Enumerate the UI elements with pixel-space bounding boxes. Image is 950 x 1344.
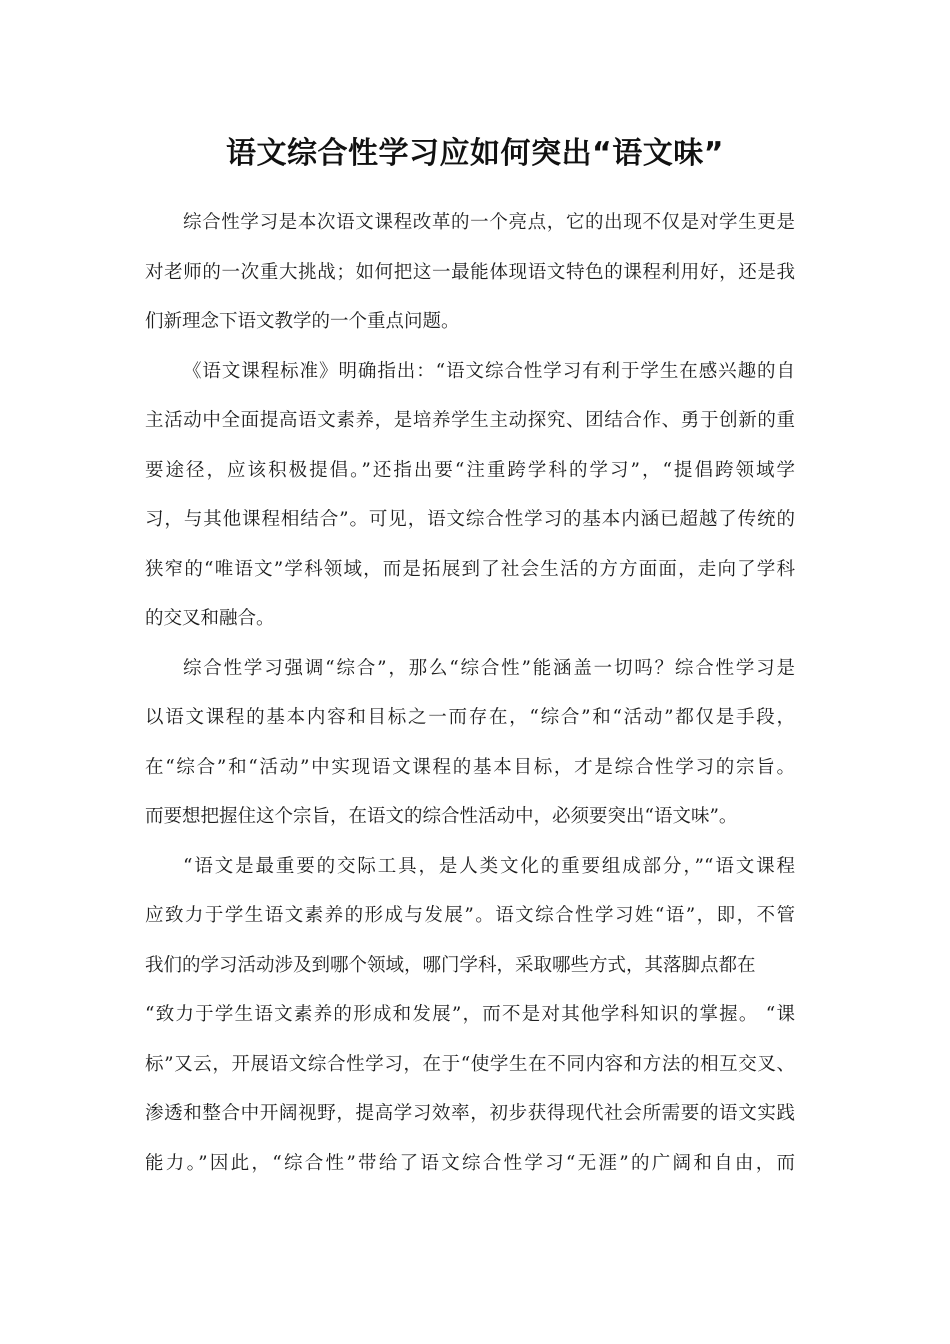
- text-line: 渗透和整合中开阔视野，提高学习效率，初步获得现代社会所需要的语文实践: [145, 1103, 795, 1124]
- text-line: “语文是最重要的交际工具，是人类文化的重要组成部分，”“语文课程: [183, 855, 795, 877]
- text-line: 对老师的一次重大挑战；如何把这一最能体现语文特色的课程利用好，还是我: [145, 261, 795, 283]
- text-line: 标”又云，开展语文综合性学习，在于“使学生在不同内容和方法的相互交叉、: [145, 1053, 795, 1075]
- document-title: 语文综合性学习应如何突出“语文味”: [226, 136, 724, 171]
- text-line: 综合性学习强调“综合”，那么“综合性”能涵盖一切吗？综合性学习是: [183, 657, 795, 679]
- text-line: 的交叉和融合。: [145, 608, 275, 629]
- text-line: 《语文课程标准》明确指出：“语文综合性学习有利于学生在感兴趣的自: [183, 360, 795, 382]
- text-line: 在“综合”和“活动”中实现语文课程的基本目标，才是综合性学习的宗旨。: [145, 756, 795, 778]
- paragraph-2: [145, 347, 810, 644]
- text-line: 狭窄的“唯语文”学科领域，而是拓展到了社会生活的方方面面，走向了学科: [145, 558, 795, 580]
- text-line: “致力于学生语文素养的形成和发展”，而不是对其他学科知识的掌握。 “课: [145, 1004, 795, 1025]
- text-line: 而要想把握住这个宗旨，在语文的综合性活动中，必须要突出“语文味”。: [145, 806, 738, 827]
- text-line: 主活动中全面提高语文素养，是培养学生主动探究、团结合作、勇于创新的重: [145, 410, 795, 431]
- text-line: 能力。”因此，“综合性”带给了语文综合性学习“无涯”的广阔和自由，而: [145, 1152, 795, 1174]
- text-line: 我们的学习活动涉及到哪个领域，哪门学科，采取哪些方式，其落脚点都在: [145, 954, 756, 976]
- paragraph-1: [145, 198, 810, 347]
- text-line: 综合性学习是本次语文课程改革的一个亮点，它的出现不仅是对学生更是: [183, 212, 795, 233]
- text-line: 以语文课程的基本内容和目标之一而存在，“综合”和“活动”都仅是手段，: [145, 707, 795, 728]
- text-line: 习，与其他课程相结合”。可见，语文综合性学习的基本内涵已超越了传统的: [145, 509, 795, 530]
- text-line: 们新理念下语文教学的一个重点问题。: [145, 311, 460, 332]
- document-body: [145, 198, 810, 1188]
- paragraph-4: [145, 842, 810, 1189]
- paragraph-3: [145, 644, 810, 842]
- text-line: 要途径，应该积极提倡。”还指出要“注重跨学科的学习”，“提倡跨领域学: [145, 459, 795, 481]
- text-line: 应致力于学生语文素养的形成与发展”。语文综合性学习姓“语”，即，不管: [145, 905, 795, 926]
